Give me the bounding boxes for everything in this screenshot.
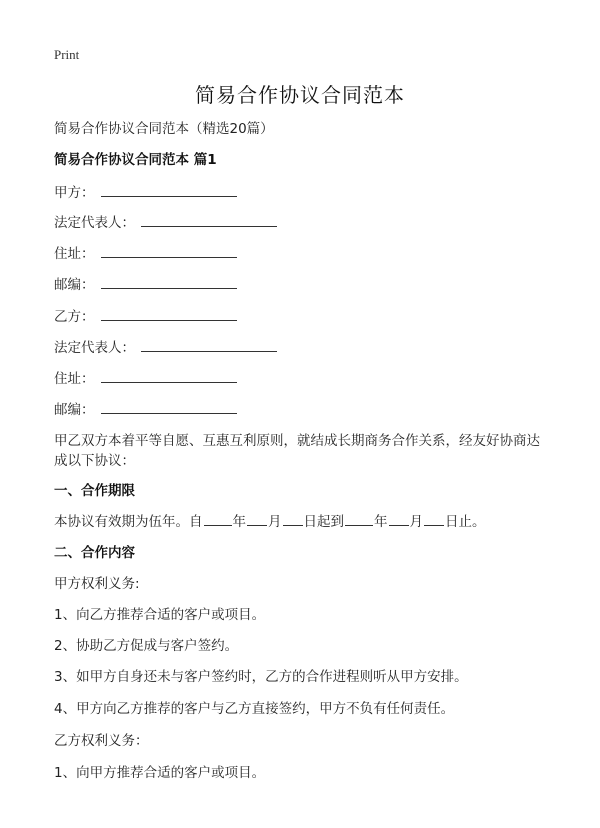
- party-a-duty-item: 2、协助乙方促成与客户签约。: [54, 638, 239, 654]
- party-b-duty-item: 1、向甲方推荐合适的客户或项目。: [54, 765, 266, 781]
- party-b-rep-blank: [141, 337, 277, 352]
- content-heading: 二、合作内容: [54, 545, 135, 561]
- party-b-postcode-blank: [101, 399, 237, 414]
- month-label: 月: [268, 514, 282, 530]
- term-text-start: 本协议有效期为伍年。自: [54, 514, 203, 530]
- party-b-address-row: [54, 368, 237, 389]
- start-month-blank: [247, 511, 267, 526]
- party-b-name-blank: [101, 306, 237, 321]
- party-a-address-label: 住址：: [54, 246, 95, 262]
- party-b-address-blank: [101, 368, 237, 383]
- day-to-label: 日起到: [303, 514, 344, 530]
- end-day-blank: [424, 511, 444, 526]
- party-b-address-label: 住址：: [54, 371, 95, 387]
- party-a-name-label: 甲方：: [54, 185, 95, 201]
- month-label: 月: [409, 514, 423, 530]
- party-a-duty-item: 1、向乙方推荐合适的客户或项目。: [54, 607, 266, 623]
- day-end-label: 日止。: [445, 514, 486, 530]
- party-b-rep-row: [54, 337, 277, 358]
- party-a-rep-row: [54, 212, 277, 233]
- party-a-postcode-label: 邮编：: [54, 277, 95, 293]
- year-label: 年: [232, 514, 246, 530]
- party-a-address-blank: [101, 243, 237, 258]
- document-subtitle: 简易合作协议合同范本（精选20篇）: [54, 121, 274, 137]
- party-a-name-blank: [101, 182, 237, 197]
- term-heading: 一、合作期限: [54, 483, 135, 499]
- party-b-duties-label: 乙方权利义务：: [54, 733, 149, 749]
- page-title: 简易合作协议合同范本: [195, 83, 405, 107]
- start-year-blank: [204, 511, 232, 526]
- end-month-blank: [389, 511, 409, 526]
- party-a-postcode-row: [54, 274, 237, 295]
- party-b-name-row: [54, 306, 237, 327]
- party-b-postcode-label: 邮编：: [54, 402, 95, 418]
- term-text: [54, 511, 486, 532]
- party-a-address-row: [54, 243, 237, 264]
- party-a-duties-label: 甲方权利义务:: [54, 576, 140, 592]
- section-title: 简易合作协议合同范本 篇1: [54, 152, 217, 168]
- party-a-rep-blank: [141, 212, 277, 227]
- party-a-duty-item: 4、甲方向乙方推荐的客户与乙方直接签约，甲方不负有任何责任。: [54, 701, 455, 717]
- party-a-rep-label: 法定代表人：: [54, 215, 135, 231]
- year-label: 年: [374, 514, 388, 530]
- preamble-paragraph: 甲乙双方本着平等自愿、互惠互利原则，就结成长期商务合作关系，经友好协商达成以下协议：: [54, 433, 540, 469]
- start-day-blank: [283, 511, 303, 526]
- party-b-name-label: 乙方：: [54, 309, 95, 325]
- party-a-name-row: [54, 182, 237, 203]
- end-year-blank: [345, 511, 373, 526]
- party-b-rep-label: 法定代表人：: [54, 340, 135, 356]
- print-link[interactable]: Print: [54, 47, 80, 62]
- party-a-duty-item: 3、如甲方自身还未与客户签约时，乙方的合作进程则听从甲方安排。: [54, 669, 468, 685]
- party-b-postcode-row: [54, 399, 237, 420]
- party-a-postcode-blank: [101, 274, 237, 289]
